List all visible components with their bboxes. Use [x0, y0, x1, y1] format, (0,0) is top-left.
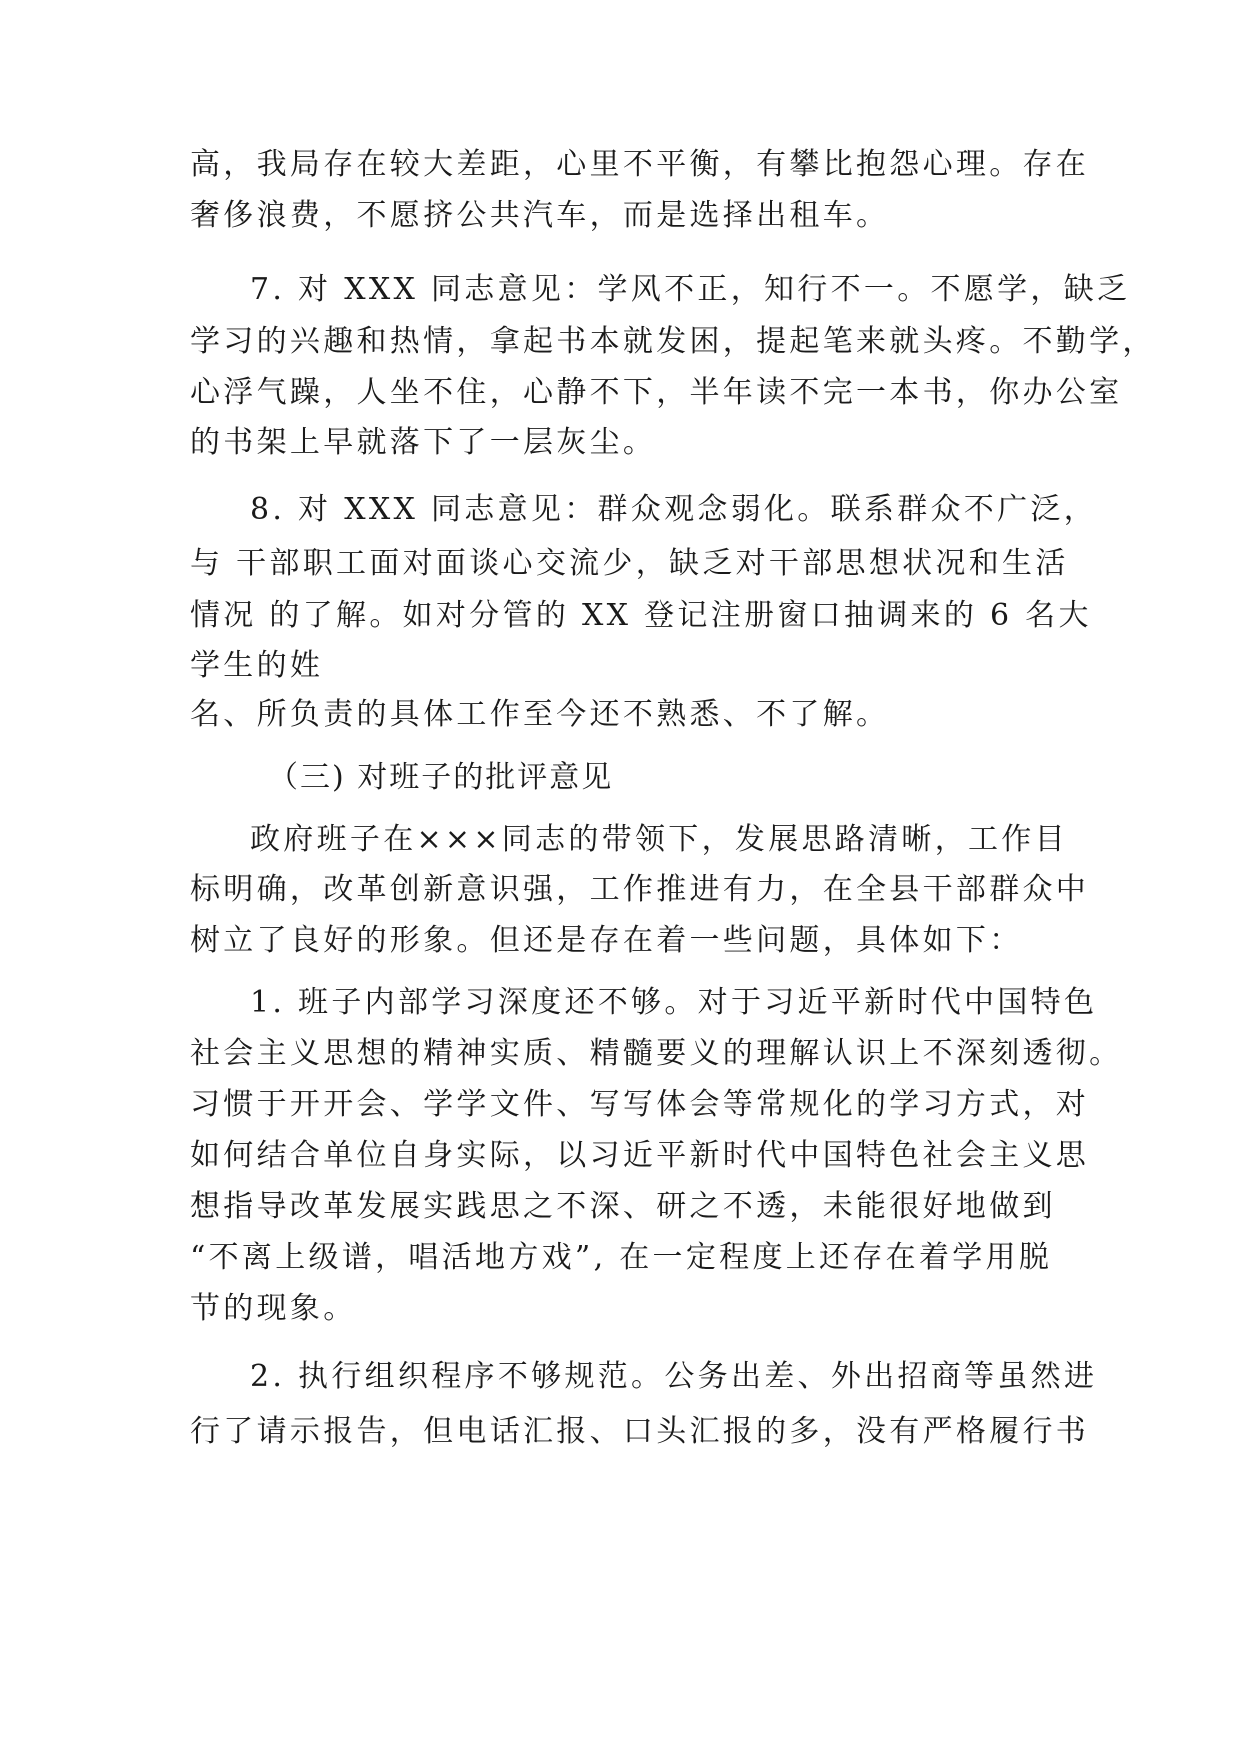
- text-line: 标明确，改革创新意识强，工作推进有力，在全县干部群众中: [190, 872, 1090, 907]
- text-line: 学生的姓: [190, 648, 324, 683]
- text-line: 习惯于开开会、学学文件、写写体会等常规化的学习方式，对: [190, 1087, 1090, 1122]
- text-line: “不离上级谱，唱活地方戏”, 在一定程度上还存在着学用脱: [190, 1240, 1053, 1275]
- text-line: 社会主义思想的精神实质、精髓要义的理解认识上不深刻透彻。: [190, 1036, 1123, 1071]
- text-line: 心浮气躁，人坐不住，心静不下，半年读不完一本书，你办公室: [190, 375, 1123, 410]
- text-line: 1. 班子内部学习深度还不够。对于习近平新时代中国特色: [250, 985, 1098, 1020]
- text-line: 8. 对 XXX 同志意见：群众观念弱化。联系群众不广泛，: [250, 492, 1098, 527]
- section-heading: （三) 对班子的批评意见: [268, 760, 614, 795]
- text-line: 奢侈浪费，不愿挤公共汽车，而是选择出租车。: [190, 198, 890, 233]
- text-line: 2. 执行组织程序不够规范。公务出差、外出招商等虽然进: [250, 1359, 1098, 1394]
- text-line: 情况 的了解。如对分管的 XX 登记注册窗口抽调来的 6 名大: [190, 598, 1092, 633]
- text-line: 政府班子在×××同志的带领下，发展思路清晰，工作目: [250, 822, 1068, 857]
- text-line: 行了请示报告，但电话汇报、口头汇报的多，没有严格履行书: [190, 1414, 1090, 1449]
- text-line: 树立了良好的形象。但还是存在着一些问题，具体如下：: [190, 923, 1023, 958]
- text-line: 高，我局存在较大差距，心里不平衡，有攀比抱怨心理。存在: [190, 147, 1090, 182]
- text-line: 如何结合单位自身实际，以习近平新时代中国特色社会主义思: [190, 1138, 1090, 1173]
- text-line: 名、所负责的具体工作至今还不熟悉、不了解。: [190, 697, 890, 732]
- text-line: 7. 对 XXX 同志意见：学风不正，知行不一。不愿学，缺乏: [250, 272, 1131, 307]
- text-line: 学习的兴趣和热情，拿起书本就发困，提起笔来就头疼。不勤学，: [190, 324, 1156, 359]
- text-line: 节的现象。: [190, 1291, 357, 1326]
- text-line: 与 干部职工面对面谈心交流少，缺乏对干部思想状况和生活: [190, 546, 1069, 581]
- text-line: 想指导改革发展实践思之不深、研之不透，未能很好地做到: [190, 1189, 1056, 1224]
- text-line: 的书架上早就落下了一层灰尘。: [190, 425, 657, 460]
